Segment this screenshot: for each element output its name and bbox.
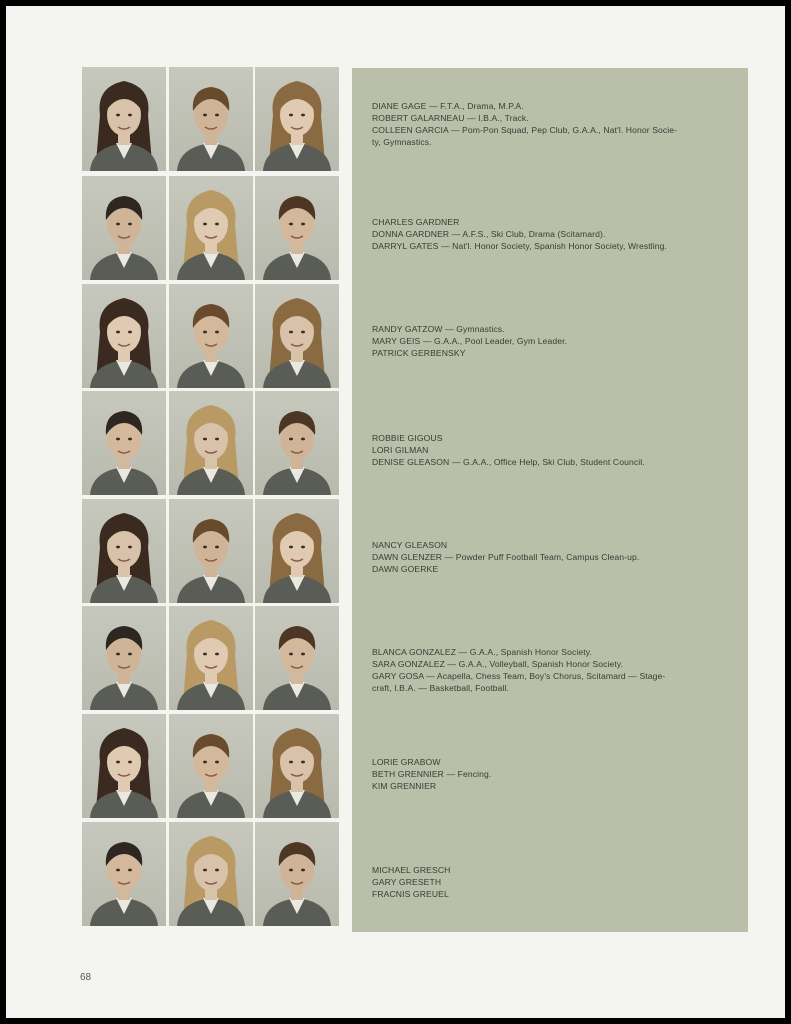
caption-group	[372, 432, 744, 468]
student-portrait-photo	[255, 714, 339, 818]
student-portrait-photo	[82, 67, 166, 171]
student-portrait-photo	[169, 822, 253, 926]
caption-line: ROBERT GALARNEAU — I.B.A., Track.	[372, 113, 529, 123]
caption-line: DIANE GAGE — F.T.A., Drama, M.P.A.	[372, 101, 524, 111]
caption-line: ty, Gymnastics.	[372, 137, 432, 147]
student-portrait-photo	[255, 176, 339, 280]
student-portrait-photo	[255, 391, 339, 495]
caption-line: FRACNIS GREUEL	[372, 889, 449, 899]
caption-line: DENISE GLEASON — G.A.A., Office Help, Ski Club, Student Council.	[372, 457, 645, 467]
caption-line: ROBBIE GIGOUS	[372, 433, 443, 443]
caption-line: GARY GRESETH	[372, 877, 442, 887]
caption-line: SARA GONZALEZ — G.A.A., Volleyball, Spanish Honor Society.	[372, 659, 624, 669]
caption-line: RANDY GATZOW — Gymnastics.	[372, 324, 505, 334]
student-portrait-photo	[169, 606, 253, 710]
student-portrait-photo	[255, 284, 339, 388]
caption-line: craft, I.B.A. — Basketball, Football.	[372, 683, 509, 693]
caption-line: NANCY GLEASON	[372, 540, 448, 550]
student-portrait-photo	[82, 391, 166, 495]
caption-line: BLANCA GONZALEZ — G.A.A., Spanish Honor Society.	[372, 647, 593, 657]
caption-line: DARRYL GATES — Nat'l. Honor Society, Spanish Honor Society, Wrestling.	[372, 241, 668, 251]
student-portrait-photo	[169, 284, 253, 388]
student-portrait-photo	[82, 284, 166, 388]
caption-line: CHARLES GARDNER	[372, 217, 460, 227]
student-portrait-photo	[169, 714, 253, 818]
student-portrait-photo	[255, 822, 339, 926]
caption-line: GARY GOSA — Acapella, Chess Team, Boy's Chorus, Scitamard — Stage-	[372, 671, 666, 681]
student-portrait-photo	[82, 822, 166, 926]
student-portrait-photo	[169, 499, 253, 603]
caption-line: KIM GRENNIER	[372, 781, 437, 791]
caption-line: PATRICK GERBENSKY	[372, 348, 466, 358]
student-portrait-photo	[169, 391, 253, 495]
yearbook-page	[6, 6, 785, 1018]
caption-line: COLLEEN GARCIA — Pom-Pon Squad, Pep Club, G.A.A., Nat'l. Honor Socie-	[372, 125, 678, 135]
page-number: 68	[80, 972, 92, 983]
caption-line: LORIE GRABOW	[372, 757, 441, 767]
caption-line: MICHAEL GRESCH	[372, 865, 451, 875]
caption-line: BETH GRENNIER — Fencing.	[372, 769, 492, 779]
student-portrait-photo	[169, 67, 253, 171]
caption-panel	[352, 68, 748, 932]
caption-line: LORI GILMAN	[372, 445, 429, 455]
student-portrait-photo	[169, 176, 253, 280]
student-portrait-photo	[82, 606, 166, 710]
caption-group	[372, 756, 744, 792]
student-portrait-photo	[82, 714, 166, 818]
caption-group	[372, 539, 744, 575]
caption-line: MARY GEIS — G.A.A., Pool Leader, Gym Leader.	[372, 336, 568, 346]
caption-group	[372, 646, 744, 694]
student-portrait-photo	[255, 499, 339, 603]
caption-group	[372, 323, 744, 359]
caption-group	[372, 216, 744, 252]
caption-line: DAWN GOERKE	[372, 564, 439, 574]
student-portrait-photo	[255, 67, 339, 171]
student-portrait-photo	[82, 176, 166, 280]
student-portrait-photo	[255, 606, 339, 710]
caption-group	[372, 864, 744, 900]
caption-line: DAWN GLENZER — Powder Puff Football Team, Campus Clean-up.	[372, 552, 640, 562]
caption-line: DONNA GARDNER — A.F.S., Ski Club, Drama (Scitamard).	[372, 229, 606, 239]
student-portrait-photo	[82, 499, 166, 603]
caption-group	[372, 100, 744, 148]
